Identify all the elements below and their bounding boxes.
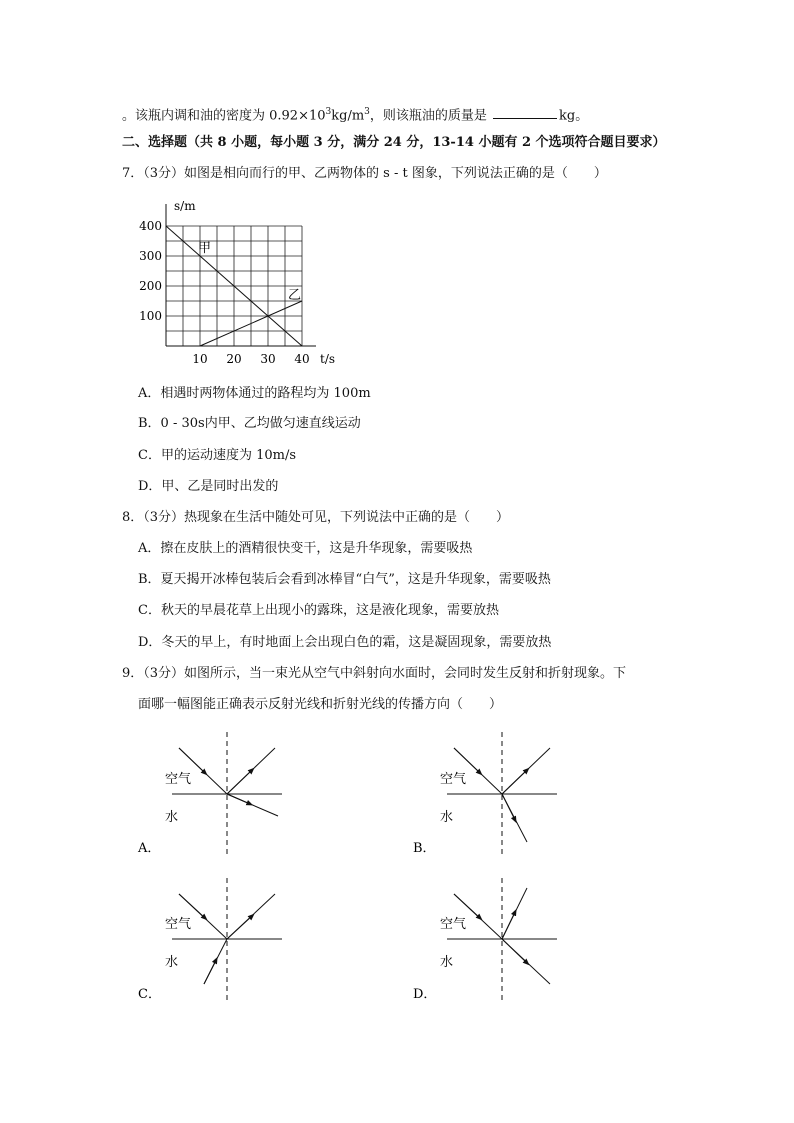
q7-option-a[interactable]: A．相遇时两物体通过的路程均为 100m bbox=[138, 386, 371, 401]
q7-option-b[interactable]: B．0 - 30s内甲、乙均做匀速直线运动 bbox=[138, 416, 361, 431]
x-axis-label: t/s bbox=[320, 352, 336, 366]
q6-sup2: 3 bbox=[364, 107, 370, 117]
q6-unit: kg。 bbox=[559, 108, 589, 124]
y-tick-label: 400 bbox=[139, 219, 162, 233]
diagram-c[interactable] bbox=[138, 878, 282, 1002]
st-chart bbox=[138, 196, 348, 371]
q9-stem-line1: 9．（3分）如图所示，当一束光从空气中斜射向水面时，会同时发生反射和折射现象。下 bbox=[122, 666, 627, 681]
air-label: 空气 bbox=[440, 917, 467, 932]
q6-tail bbox=[122, 103, 588, 125]
diagram-b[interactable] bbox=[413, 732, 557, 856]
q6-text-mid: kg/m bbox=[331, 108, 365, 124]
y-tick-label: 200 bbox=[139, 279, 162, 293]
series-label-yi: 乙 bbox=[288, 288, 302, 303]
option-label-c: C． bbox=[138, 987, 161, 1002]
q8-option-a[interactable]: A．擦在皮肤上的酒精很快变干，这是升华现象，需要吸热 bbox=[138, 541, 473, 556]
answer-blank[interactable] bbox=[493, 106, 557, 119]
q6-sup1: 3 bbox=[325, 107, 332, 117]
section-header: 二、选择题（共 8 小题，每小题 3 分，满分 24 分，13-14 小题有 2 个选项符合题目要求） bbox=[122, 135, 666, 150]
air-label: 空气 bbox=[440, 772, 467, 787]
option-label-d: D． bbox=[413, 987, 437, 1002]
chart-axes bbox=[166, 204, 316, 346]
q9-stem-line2: 面哪一幅图能正确表示反射光线和折射光线的传播方向（ ） bbox=[138, 697, 503, 712]
x-tick-label: 30 bbox=[260, 352, 276, 366]
q9-diagrams bbox=[0, 720, 794, 1050]
water-label: 水 bbox=[165, 955, 179, 970]
q7-option-d[interactable]: D．甲、乙是同时出发的 bbox=[138, 479, 279, 494]
q7-stem: 7．（3分）如图是相向而行的甲、乙两物体的 s - t 图象，下列说法正确的是（ ） bbox=[122, 166, 607, 181]
q8-stem: 8．（3分）热现象在生活中随处可见，下列说法中正确的是（ ） bbox=[122, 510, 510, 525]
q7-option-c[interactable]: C．甲的运动速度为 10m/s bbox=[138, 448, 296, 463]
q8-option-b[interactable]: B．夏天揭开冰棒包装后会看到冰棒冒“白气”，这是升华现象，需要吸热 bbox=[138, 572, 551, 587]
diagram-d[interactable] bbox=[413, 878, 557, 1002]
q8-option-d[interactable]: D．冬天的早上，有时地面上会出现白色的霜，这是凝固现象，需要放热 bbox=[138, 635, 552, 650]
series-label-jia: 甲 bbox=[198, 241, 212, 256]
option-label-b: B． bbox=[413, 841, 436, 856]
q8-option-c[interactable]: C．秋天的早晨花草上出现小的露珠，这是液化现象，需要放热 bbox=[138, 603, 499, 618]
y-tick-label: 300 bbox=[139, 249, 162, 263]
x-tick-label: 40 bbox=[294, 352, 310, 366]
air-label: 空气 bbox=[165, 917, 192, 932]
q6-text-pre: 。该瓶内调和油的密度为 0.92×10 bbox=[122, 108, 326, 124]
x-tick-label: 10 bbox=[192, 352, 208, 366]
q6-text-post: ，则该瓶油的质量是 bbox=[369, 108, 487, 124]
water-label: 水 bbox=[165, 810, 179, 825]
x-tick-label: 20 bbox=[226, 352, 242, 366]
diagram-a[interactable] bbox=[137, 732, 282, 856]
y-axis-label: s/m bbox=[174, 199, 196, 213]
water-label: 水 bbox=[440, 955, 454, 970]
option-label-a: A． bbox=[138, 841, 161, 856]
air-label: 空气 bbox=[165, 772, 192, 787]
y-tick-label: 100 bbox=[139, 309, 162, 323]
water-label: 水 bbox=[440, 810, 454, 825]
